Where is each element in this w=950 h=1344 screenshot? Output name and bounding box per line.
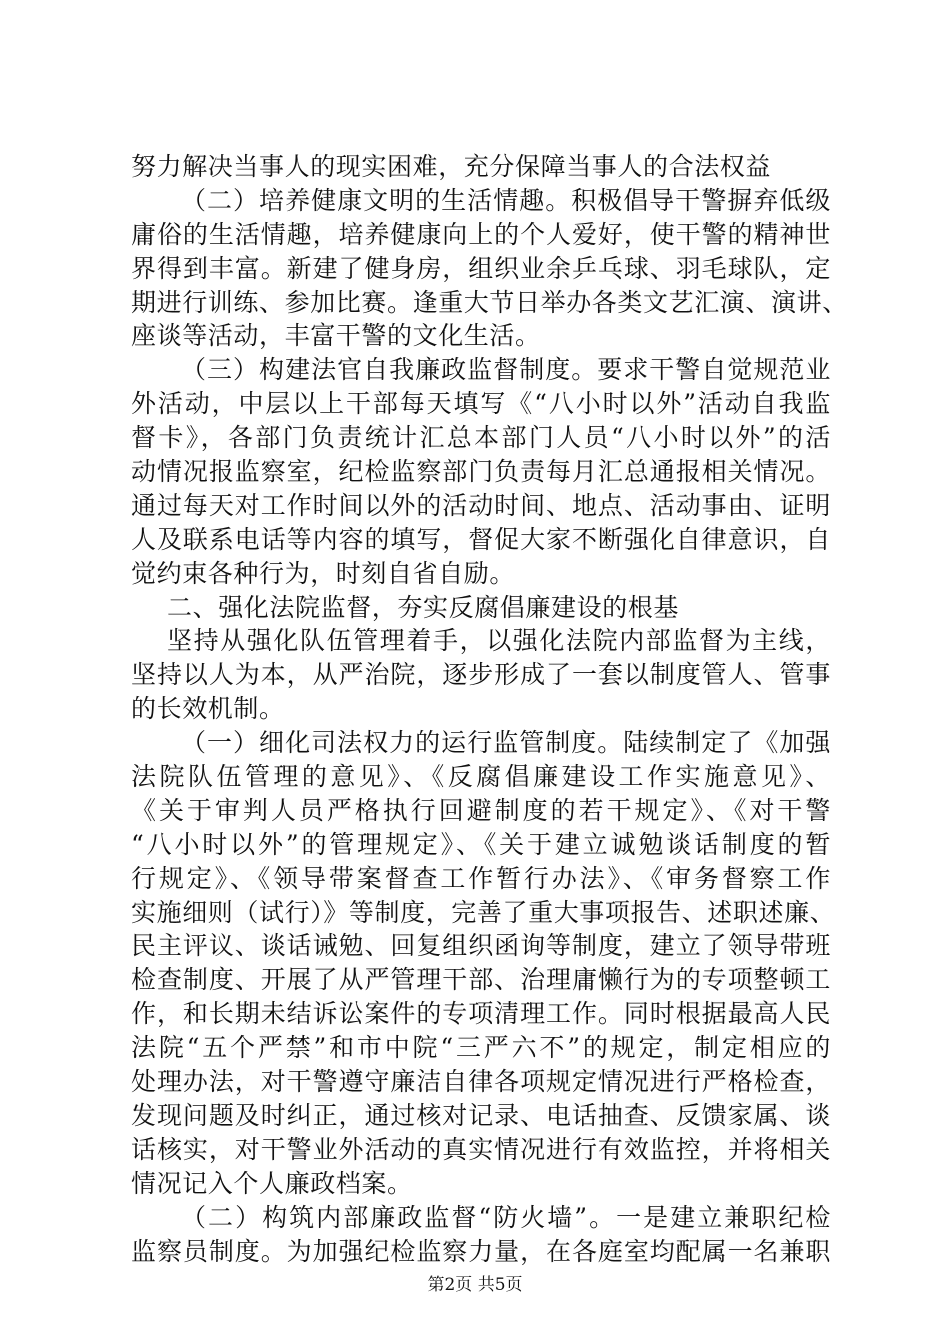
- text-line: 外活动，中层以上干部每天填写《“八小时以外”活动自我监: [131, 389, 831, 419]
- text-line: 行规定》、《领导带案督查工作暂行办法》、《审务督察工作: [131, 863, 831, 893]
- text-line: “八小时以外”的管理规定》、《关于建立诚勉谈话制度的暂: [131, 829, 831, 859]
- text-line: 人及联系电话等内容的填写，督促大家不断强化自律意识，自: [131, 524, 831, 554]
- section-heading: 二、强化法院监督，夯实反腐倡廉建设的根基: [167, 592, 680, 622]
- text-line: 检查制度、开展了从严管理干部、治理庸懒行为的专项整顿工: [131, 965, 831, 995]
- text-line: 通过每天对工作时间以外的活动时间、地点、活动事由、证明: [131, 490, 831, 520]
- text-line: 努力解决当事人的现实困难，充分保障当事人的合法权益: [131, 152, 772, 181]
- text-line: （一）细化司法权力的运行监管制度。陆续制定了《加强: [181, 728, 831, 758]
- text-line: 坚持从强化队伍管理着手，以强化法院内部监督为主线，: [167, 626, 831, 656]
- text-line: （二）培养健康文明的生活情趣。积极倡导干警摒弃低级: [181, 185, 831, 215]
- text-line: 期进行训练、参加比赛。逢重大节日举办各类文艺汇演、演讲、: [131, 287, 848, 317]
- text-line: 作，和长期未结诉讼案件的专项清理工作。同时根据最高人民: [131, 999, 831, 1029]
- text-line: 发现问题及时纠正，通过核对记录、电话抽查、反馈家属、谈: [131, 1100, 831, 1130]
- text-line: （二）构筑内部廉政监督“防火墙”。一是建立兼职纪检: [181, 1202, 831, 1232]
- text-line: 动情况报监察室，纪检监察部门负责每月汇总通报相关情况。: [131, 457, 831, 487]
- page-number-footer: 第2页 共5页: [427, 1275, 523, 1295]
- text-line: 督卡》，各部门负责统计汇总本部门人员“八小时以外”的活: [131, 423, 831, 453]
- text-line: 界得到丰富。新建了健身房，组织业余乒乓球、羽毛球队，定: [131, 253, 831, 283]
- text-line: 法院“五个严禁”和市中院“三严六不”的规定，制定相应的: [131, 1033, 831, 1063]
- text-line: 坚持以人为本，从严治院，逐步形成了一套以制度管人、管事: [131, 660, 831, 690]
- text-line: 法院队伍管理的意见》、《反腐倡廉建设工作实施意见》、: [131, 762, 831, 792]
- text-line: 的长效机制。: [131, 694, 285, 724]
- text-line: （三）构建法官自我廉政监督制度。要求干警自觉规范业: [181, 355, 831, 385]
- text-line: 座谈等活动，丰富干警的文化生活。: [131, 321, 541, 351]
- text-line: 情况记入个人廉政档案。: [131, 1168, 413, 1198]
- text-line: 觉约束各种行为，时刻自省自励。: [131, 558, 516, 588]
- document-body: [131, 150, 848, 1268]
- text-line: 处理办法，对干警遵守廉洁自律各项规定情况进行严格检查，: [131, 1067, 831, 1097]
- text-line: 《关于审判人员严格执行回避制度的若干规定》、《对干警: [131, 795, 831, 825]
- text-line: 监察员制度。为加强纪检监察力量，在各庭室均配属一名兼职: [131, 1236, 831, 1266]
- text-line: 民主评议、谈话诫勉、回复组织函询等制度，建立了领导带班: [131, 931, 831, 961]
- text-line: 庸俗的生活情趣，培养健康向上的个人爱好，使干警的精神世: [131, 219, 831, 249]
- text-line: 实施细则（试行）》等制度，完善了重大事项报告、述职述廉、: [131, 897, 836, 927]
- text-line: 话核实，对干警业外活动的真实情况进行有效监控，并将相关: [131, 1134, 831, 1164]
